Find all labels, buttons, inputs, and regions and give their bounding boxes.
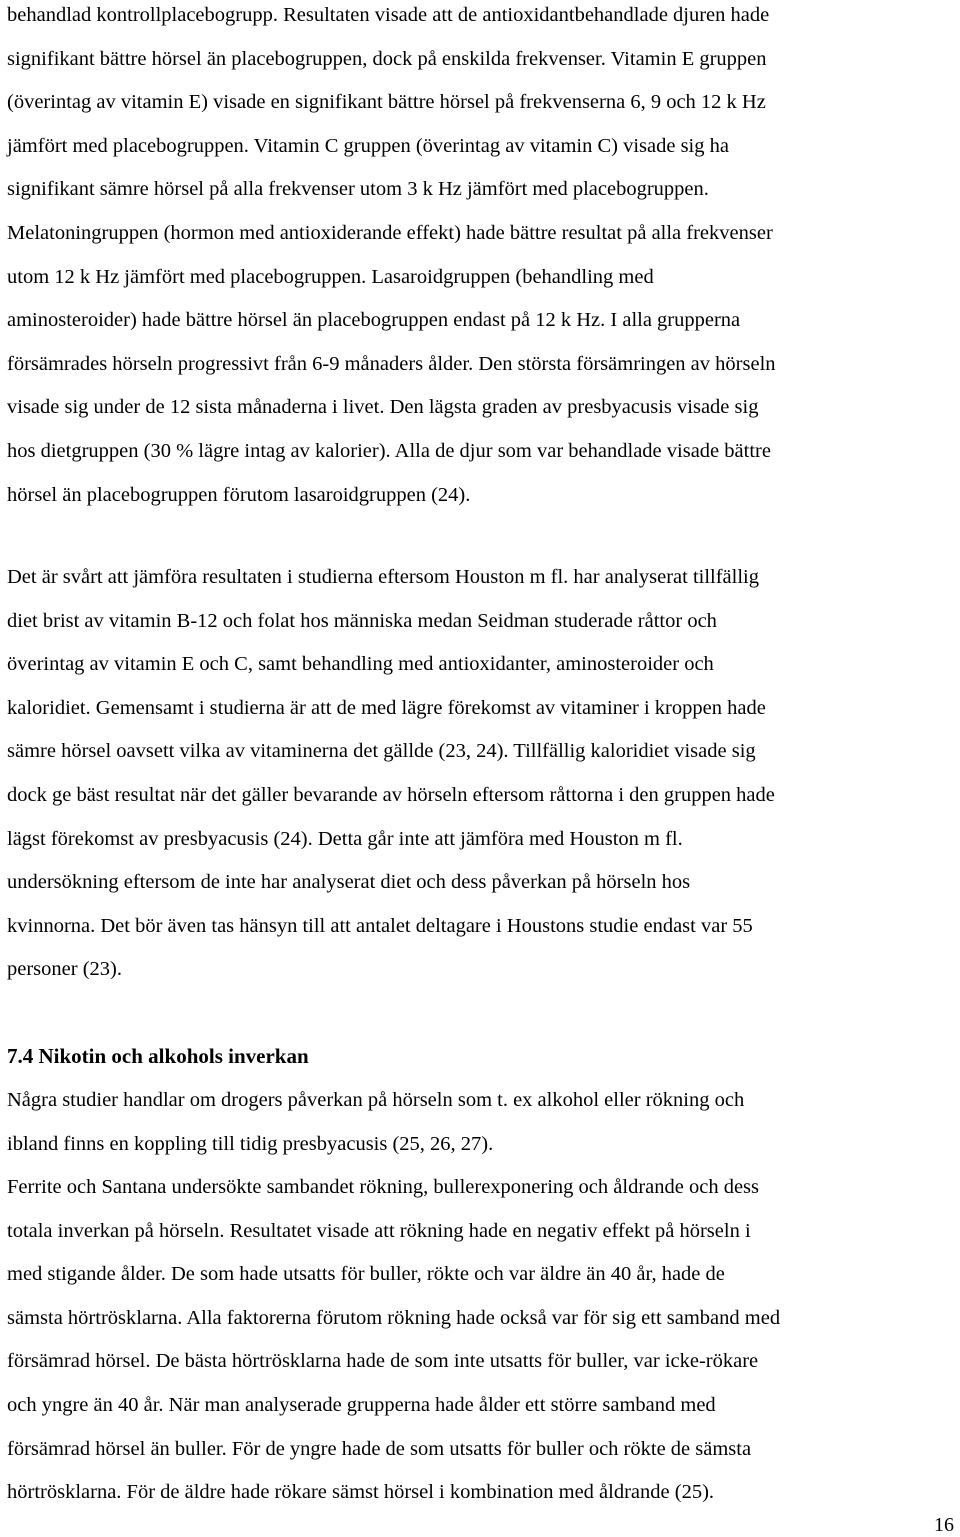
text-line: aminosteroider) hade bättre hörsel än placebogruppen endast på 12 k Hz. I alla grupperna: [7, 309, 741, 332]
text-line: signifikant sämre hörsel på alla frekvenser utom 3 k Hz jämfört med placebogruppen.: [7, 178, 709, 201]
text-line: hörsel än placebogruppen förutom lasaroidgruppen (24).: [7, 483, 471, 506]
text-line: försämrad hörsel än buller. För de yngre hade de som utsatts för buller och rökte de sämsta: [7, 1437, 752, 1460]
paragraph-drug-studies: [7, 1079, 744, 1166]
text-line: Melatoningruppen (hormon med antioxiderande effekt) hade bättre resultat på alla frekvenser: [7, 221, 773, 244]
text-line: hos dietgruppen (30 % lägre intag av kalorier). Alla de djur som var behandlade visade bättre: [7, 439, 771, 462]
paragraph-antioxidant-results: [7, 0, 776, 517]
text-line: totala inverkan på hörseln. Resultatet visade att rökning hade en negativ effekt på hörseln i: [7, 1219, 751, 1242]
text-line: sämre hörsel oavsett vilka av vitaminerna det gällde (23, 24). Tillfällig kaloridiet visade sig: [7, 740, 756, 763]
text-line: och yngre än 40 år. När man analyserade grupperna hade ålder ett större samband med: [7, 1393, 716, 1416]
text-line: (överintag av vitamin E) visade en signifikant bättre hörsel på frekvenserna 6, 9 och 12 k Hz: [7, 91, 766, 114]
text-line: sämsta hörtrösklarna. Alla faktorerna förutom rökning hade också var för sig ett samband med: [7, 1306, 781, 1329]
text-line: behandlad kontrollplacebogrupp. Resultaten visade att de antioxidantbehandlade djuren hade: [7, 4, 770, 26]
text-line: kaloridiet. Gemensamt i studierna är att de med lägre förekomst av vitaminer i kroppen hade: [7, 696, 766, 719]
paragraph-study-comparison: [7, 556, 775, 992]
text-line: visade sig under de 12 sista månaderna i livet. Den lägsta graden av presbyacusis visade sig: [7, 396, 759, 419]
text-line: jämfört med placebogruppen. Vitamin C gruppen (överintag av vitamin C) visade sig ha: [7, 134, 729, 157]
page-number: 16: [934, 1514, 954, 1536]
text-line: överintag av vitamin E och C, samt behandling med antioxidanter, aminosteroider och: [7, 653, 714, 676]
text-line: Ferrite och Santana undersökte sambandet rökning, bullerexponering och åldrande och dess: [7, 1176, 760, 1198]
text-line: signifikant bättre hörsel än placebogruppen, dock på enskilda frekvenser. Vitamin E gruppen: [7, 47, 767, 70]
text-line: Några studier handlar om drogers påverkan på hörseln som t. ex alkohol eller rökning och: [7, 1089, 745, 1111]
text-line: diet brist av vitamin B-12 och folat hos människa medan Seidman studerade råttor och: [7, 609, 717, 632]
paragraph-ferrite-santana: [7, 1166, 780, 1515]
text-line: undersökning eftersom de inte har analyserat diet och dess påverkan på hörseln hos: [7, 871, 691, 894]
text-line: hörtrösklarna. För de äldre hade rökare sämst hörsel i kombination med åldrande (25).: [7, 1481, 715, 1504]
text-line: försämrades hörseln progressivt från 6-9 månaders ålder. Den största försämringen av hörseln: [7, 352, 776, 375]
text-line: kvinnorna. Det bör även tas hänsyn till att antalet deltagare i Houstons studie endast var 55: [7, 914, 753, 937]
text-line: med stigande ålder. De som hade utsatts för buller, rökte och var äldre än 40 år, hade de: [7, 1263, 725, 1286]
text-line: personer (23).: [7, 958, 122, 981]
text-line: försämrad hörsel. De bästa hörtrösklarna hade de som inte utsatts för buller, var icke-rökare: [7, 1350, 759, 1373]
text-line: Det är svårt att jämföra resultaten i studierna eftersom Houston m fl. har analyserat tillfällig: [7, 566, 759, 588]
text-line: ibland finns en koppling till tidig presbyacusis (25, 26, 27).: [7, 1132, 494, 1155]
text-line: utom 12 k Hz jämfört med placebogruppen. Lasaroidgruppen (behandling med: [7, 265, 654, 288]
section-heading: 7.4 Nikotin och alkohols inverkan: [7, 1044, 309, 1068]
text-line: dock ge bäst resultat när det gäller bevarande av hörseln eftersom råttorna i den gruppen hade: [7, 783, 775, 806]
text-line: lägst förekomst av presbyacusis (24). Detta går inte att jämföra med Houston m fl.: [7, 827, 683, 850]
